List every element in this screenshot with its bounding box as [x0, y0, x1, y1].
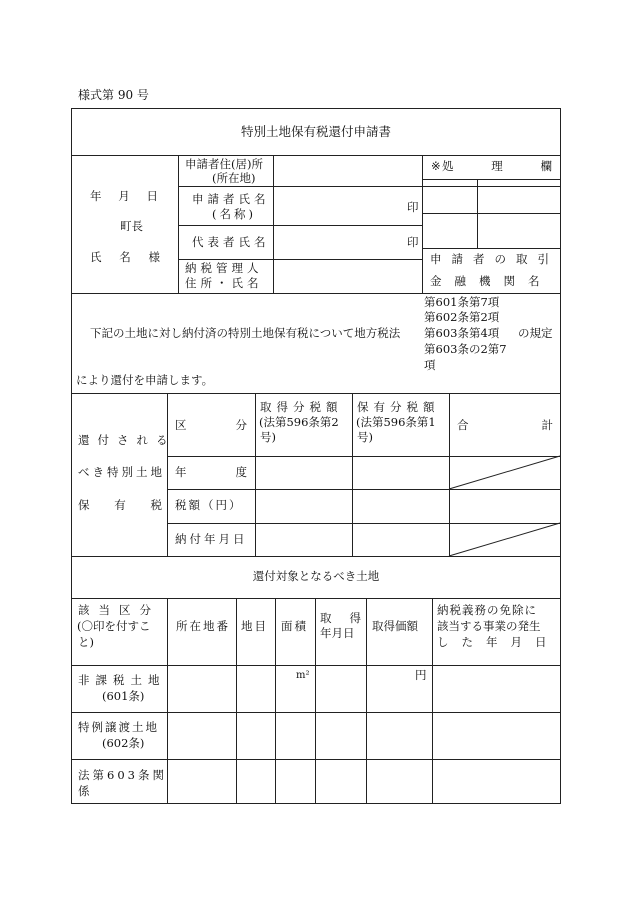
mayor-label: 町長	[120, 219, 143, 233]
form-number: 様式第 90 号	[78, 88, 149, 102]
acq-tax-header-3: 号)	[260, 430, 276, 444]
bank-label-1: 申請者の取引	[430, 252, 559, 266]
acq-tax-header: 取得分税額	[260, 400, 343, 414]
tax-agent-label: 納税管理人	[185, 261, 263, 275]
acq-tax-header-2: (法第596条第2	[259, 415, 339, 429]
form-title: 特別土地保有税還付申請書	[240, 124, 391, 139]
total-tax-amount-field[interactable]	[450, 490, 559, 523]
exemption-header-2: 該当する事業の発生	[437, 619, 541, 633]
applicant-address-label: 申請者住(居)所	[185, 157, 263, 171]
hold-tax-header-2: (法第596条第1	[356, 415, 436, 429]
yen-unit: 円	[415, 668, 427, 682]
bank-label-2: 金融機関名	[430, 274, 553, 288]
date-line[interactable]: 年 月 日	[90, 189, 158, 203]
land-row-1-location-field[interactable]	[168, 666, 235, 712]
price-header: 取得価額	[372, 619, 418, 633]
row-special-transfer-label[interactable]: 特例譲渡土地	[78, 720, 159, 734]
row-article-603-label[interactable]: 法第603条関	[78, 768, 167, 782]
row-article-603-cont: 係	[78, 784, 90, 798]
land-type-header: 地目	[241, 619, 268, 633]
land-category-header-2: (〇印を付すこ	[77, 619, 151, 633]
tax-agent-field[interactable]	[274, 260, 421, 293]
refund-side-label-3: 保 有 税	[78, 498, 162, 512]
applicant-name-field[interactable]	[274, 187, 404, 225]
request-prefix: 下記の土地に対し納付済の特別土地保有税について地方税法	[90, 326, 401, 340]
acq-tax-amount-field[interactable]	[256, 490, 351, 523]
hold-tax-header-3: 号)	[357, 430, 373, 444]
tax-agent-address-label: 住所・氏名	[185, 276, 263, 290]
applicant-address-sub: (所在地)	[212, 171, 256, 185]
processing-header-mark: ※	[431, 159, 441, 173]
seal-mark-2: 印	[407, 235, 419, 249]
area-unit: m²	[296, 670, 310, 681]
refund-side-label-1: 還付される	[78, 433, 176, 447]
representative-name-field[interactable]	[274, 226, 404, 259]
acq-fiscal-year-field[interactable]	[256, 457, 351, 489]
addressee-name: 氏 名 様	[90, 250, 160, 264]
refund-side-label-2: べき特別土地	[78, 465, 165, 479]
article-2[interactable]: 第602条第2項	[424, 310, 500, 324]
processing-header: 処 理 欄	[442, 159, 552, 173]
applicant-address-field[interactable]	[274, 156, 421, 186]
article-4-cont: 項	[424, 358, 436, 372]
hold-tax-amount-field[interactable]	[353, 490, 448, 523]
representative-label: 代表者氏名	[192, 235, 270, 249]
row-tax-amount: 税額（円）	[175, 498, 243, 512]
row-nontaxable-label[interactable]: 非課税土地	[78, 673, 166, 687]
hold-fiscal-year-field[interactable]	[353, 457, 448, 489]
total-header: 合 計	[457, 418, 553, 432]
row-fiscal-year: 年 度	[175, 465, 247, 479]
request-line2: により還付を申請します。	[76, 373, 214, 387]
seal-mark: 印	[407, 200, 419, 214]
row-special-transfer-article: (602条)	[102, 736, 145, 750]
category-header: 区 分	[175, 418, 247, 432]
hold-tax-header: 保有分税額	[357, 400, 440, 414]
area-header: 面積	[281, 619, 308, 633]
land-row-2-location-field[interactable]	[168, 713, 235, 759]
land-row-3-location-field[interactable]	[168, 760, 235, 802]
article-1[interactable]: 第601条第7項	[424, 295, 500, 309]
exemption-header-3: した年月日	[437, 635, 560, 649]
land-category-header: 該当区分	[78, 603, 160, 617]
applicant-name-sub: (名称)	[212, 207, 256, 221]
location-header: 所在地番	[176, 619, 230, 633]
acq-payment-date-field[interactable]	[256, 524, 351, 556]
land-section-title: 還付対象となるべき土地	[252, 569, 380, 583]
request-suffix: の規定	[518, 326, 553, 340]
row-nontaxable-article: (601条)	[102, 689, 145, 703]
hold-payment-date-field[interactable]	[353, 524, 448, 556]
acq-date-header-2: 年月日	[320, 626, 355, 640]
article-4[interactable]: 第603条の2第7	[424, 342, 507, 356]
exemption-header: 納税義務の免除に	[437, 603, 537, 617]
row-payment-date: 納付年月日	[175, 532, 248, 546]
application-form	[71, 108, 561, 804]
applicant-name-label: 申請者氏名	[192, 192, 270, 206]
acq-date-header: 取 得	[320, 611, 361, 625]
article-3[interactable]: 第603条第4項	[424, 326, 500, 340]
land-category-header-3: と)	[78, 635, 94, 649]
